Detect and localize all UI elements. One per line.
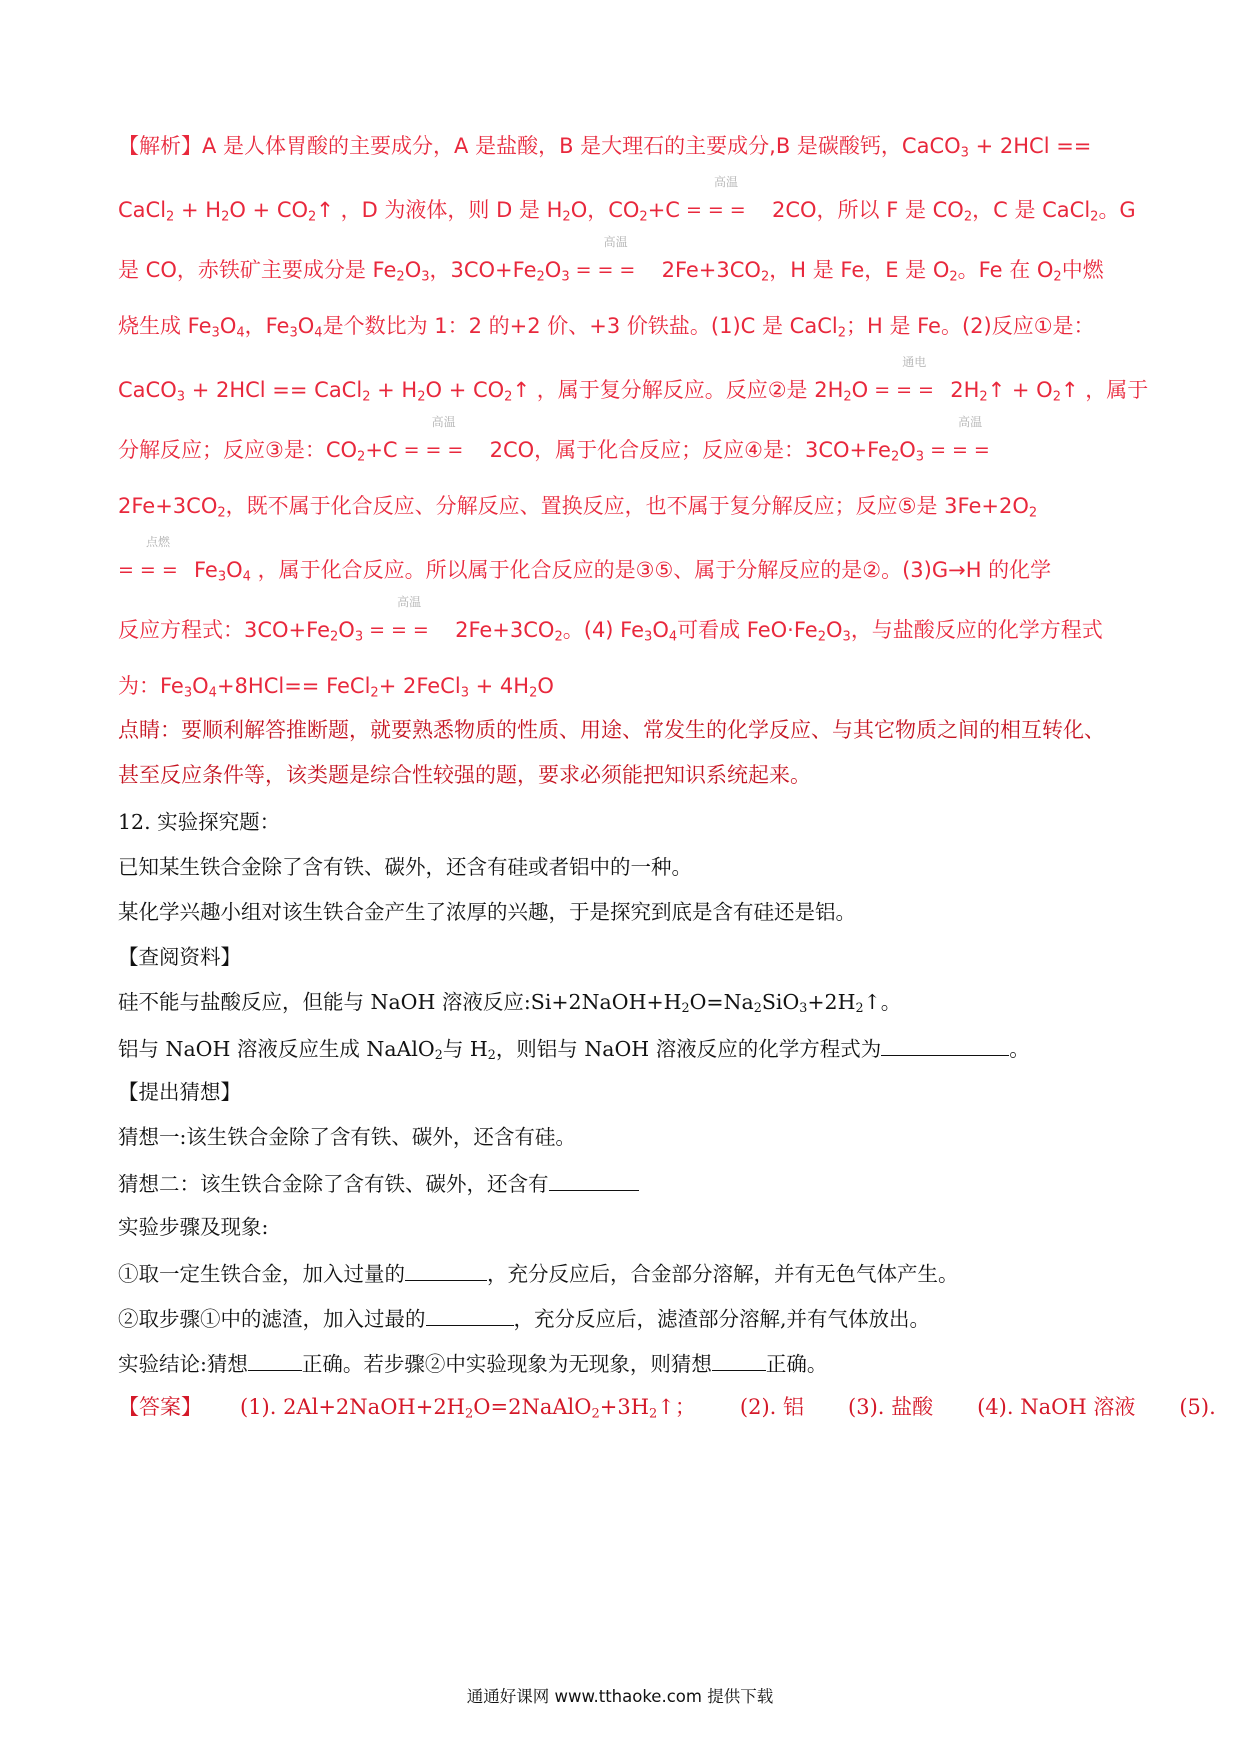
note-line-2: 甚至反应条件等，该类题是综合性较强的题，要求必须能把知识系统起来。 bbox=[118, 763, 811, 787]
analysis-line-5: CaCO$_3$ + 2HCl == CaCl$_2$ + $H_2O$ + $CO_2↑$ ，属于复分解反应。反应②是 $2H_2O$ 通电 === $2H_2↑$ + $O_2↑$ ，属于 bbox=[118, 355, 1149, 405]
reaction-condition-ignite: 点燃 === bbox=[118, 535, 184, 581]
answer-line: 【答案】 (1). $2Al+2NaOH+2H_2O=2NaAlO_2+3H_2↑$； (2). 铝 (3). 盐酸 (4). NaOH 溶液 (5). bbox=[118, 1395, 1216, 1422]
analysis-line-6: 分解反应；反应③是：$CO_2+C$ 高温 === 2CO，属于化合反应；反应④是：$3CO+Fe_2O_3$ 高温 === bbox=[118, 436, 1016, 461]
reaction-condition-high-temp: 高温 === bbox=[403, 415, 470, 461]
analysis-line-8: 点燃 === $Fe_3O_4$ ，属于化合反应。所以属于化合反应的是③⑤、属于分解反应的是②。(3)G→H 的化学 bbox=[118, 535, 1052, 585]
reaction-condition-high-temp: 高温 === bbox=[575, 235, 642, 281]
answer-blank[interactable] bbox=[549, 1172, 639, 1191]
question-paragraph-2: 某化学兴趣小组对该生铁合金产生了浓厚的兴趣，于是探究到底是含有硅还是铝。 bbox=[118, 900, 856, 924]
section-heading-materials: 【查阅资料】 bbox=[118, 945, 241, 969]
question-paragraph-1: 已知某生铁合金除了含有铁、碳外，还含有硅或者铝中的一种。 bbox=[118, 855, 692, 879]
hypothesis-2: 猜想二：该生铁合金除了含有铁、碳外，还含有 bbox=[118, 1172, 639, 1195]
analysis-line-2: CaCl$_2$ + $H_2O$ + $CO_2↑$ ，D 为液体，则 D 是 $H_2O$，$CO_2+C$ 高温 === 2CO，所以 F 是 $CO_2$，C 是 CaCl$_2$。G bbox=[118, 175, 1136, 225]
answer-label: 【答案】 bbox=[118, 1395, 202, 1419]
step-2: ②取步骤①中的滤渣，加入过最的 ，充分反应后，滤渣部分溶解,并有气体放出。 bbox=[118, 1307, 931, 1331]
conclusion: 实验结论:猜想 正确。若步骤②中实验现象为无现象，则猜想 正确。 bbox=[118, 1352, 828, 1376]
analysis-line-1: 【解析】A 是人体胃酸的主要成分，A 是盐酸，B 是大理石的主要成分,B 是碳酸钙，CaCO$_3$ + 2HCl == bbox=[118, 134, 1092, 161]
step-1: ①取一定生铁合金，加入过量的 ，充分反应后，合金部分溶解，并有无色气体产生。 bbox=[118, 1262, 959, 1286]
answer-blank[interactable] bbox=[426, 1307, 514, 1326]
note-line-1: 点睛：要顺利解答推断题，就要熟悉物质的性质、用途、常发生的化学反应、与其它物质之间的相互转化、 bbox=[118, 718, 1105, 742]
analysis-line-3: 是 CO，赤铁矿主要成分是 $Fe_2O_3$，$3CO+Fe_2O_3$ 高温 === $2Fe+3CO_2$，H 是 Fe，E 是 $O_2$。Fe 在 $O_2$中燃 bbox=[118, 235, 1104, 285]
analysis-line-4: 烧生成 $Fe_3O_4$，$Fe_3O_4$是个数比为 1：2 的+2 价、+3 价铁盐。(1)C 是 CaCl$_2$；H 是 Fe。(2)反应①是： bbox=[118, 314, 1095, 341]
hypothesis-1: 猜想一:该生铁合金除了含有铁、碳外，还含有硅。 bbox=[118, 1125, 576, 1149]
question-title: 12. 实验探究题： bbox=[118, 810, 281, 834]
section-heading-hypothesis: 【提出猜想】 bbox=[118, 1080, 241, 1104]
reaction-condition-high-temp: 高温 === bbox=[369, 595, 435, 641]
reaction-condition-high-temp: 高温 === bbox=[930, 415, 996, 461]
analysis-line-10: 为：$Fe_3O_4+8HCl==$ FeCl$_2$+ 2FeCl$_3$ + $4H_2O$ bbox=[118, 674, 554, 701]
reaction-condition-high-temp: 高温 === bbox=[685, 175, 752, 221]
analysis-line-9: 反应方程式：$3CO+Fe_2O_3$ 高温 === $2Fe+3CO_2$。(4) $Fe_3O_4$可看成 $FeO\cdot Fe_2O_3$，与盐酸反应的化学方程式 bbox=[118, 595, 1103, 645]
question-paragraph-4: 铝与 NaOH 溶液反应生成 NaAlO$_2$与 $H_2$，则铝与 NaOH 溶液反应的化学方程式为 。 bbox=[118, 1037, 1030, 1063]
answer-blank[interactable] bbox=[248, 1352, 302, 1371]
page-footer: 通通好课网 www.tthaoke.com 提供下载 bbox=[466, 1687, 774, 1706]
reaction-condition-electric: 通电 === bbox=[874, 355, 940, 401]
answer-blank[interactable] bbox=[881, 1037, 1009, 1056]
answer-blank[interactable] bbox=[712, 1352, 766, 1371]
question-paragraph-3: 硅不能与盐酸反应，但能与 NaOH 溶液反应$:Si+2NaOH+H_2O=Na_2SiO_3+2H_2↑$。 bbox=[118, 990, 902, 1016]
answer-blank[interactable] bbox=[405, 1262, 487, 1281]
analysis-label: 【解析】 bbox=[118, 134, 202, 158]
analysis-line-7: $2Fe+3CO_2$，既不属于化合反应、分解反应、置换反应，也不属于复分解反应；反应⑤是 $3Fe+2O_2$ bbox=[118, 494, 1038, 521]
steps-heading: 实验步骤及现象: bbox=[118, 1215, 269, 1239]
